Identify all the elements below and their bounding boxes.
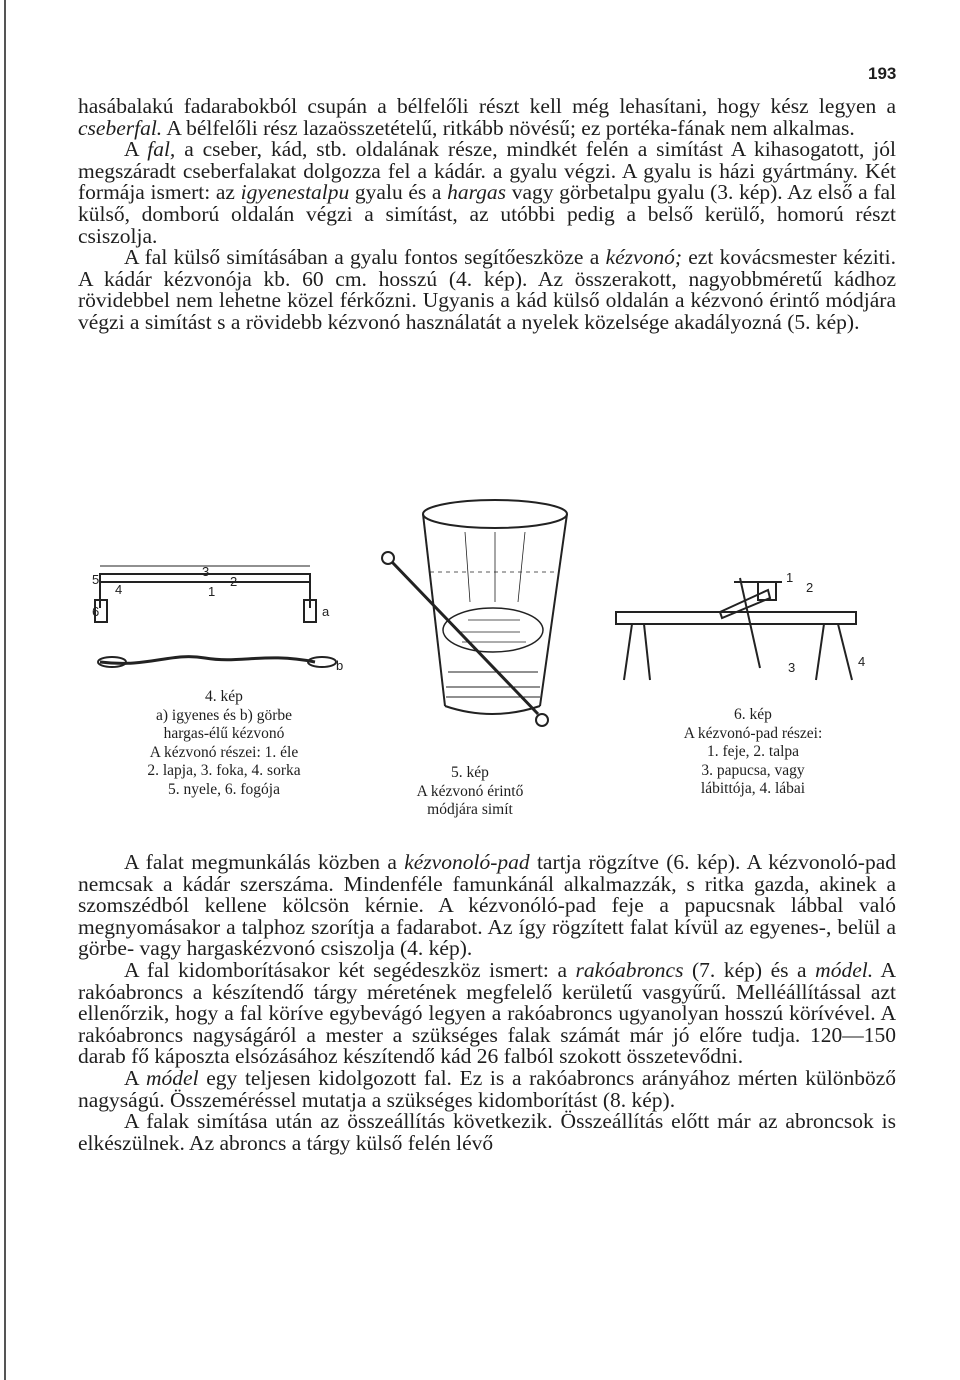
emphasized-term: rakóabroncs (575, 957, 684, 982)
caption-line: A kézvonó részei: 1. éle (149, 743, 299, 761)
emphasized-term: igyenestalpu (240, 180, 350, 205)
paragraph: A fal külső simításában a gyalu fontos segítőeszköze a kézvonó; ezt kovácsmester kéziti. A kádár kézvonója kb. 60 cm. hosszú (4. kép). Az összerakott, nagyobbméretű kádhoz rövidebbel nem lehetne közel férkőzni. Ugyanis a kád külső oldalán a kézvonó érintő módjára végzi a simítást s a rövidebb kézvonó használatát a nyelek közelsége akadályozná (5. kép). (78, 245, 897, 334)
emphasized-term: módel (146, 1065, 199, 1090)
fig4-label-5: 5 (92, 572, 100, 587)
scan-edge-line (4, 0, 6, 1380)
fig6-label-3: 3 (788, 660, 796, 675)
caption-line: 3. papucsa, vagy (701, 761, 805, 779)
caption-line: hargas-élű kézvonó (163, 725, 285, 742)
body-text-top (78, 96, 896, 334)
figure-6-caption (618, 706, 888, 799)
paragraph: hasábalakú fadarabokból csupán a bélfelőli részt kell még lehasítani, hogy kész legyen a cseberfal. A bélfelőli rész lazaösszetételű, ritkább növésű; ez portéka-fának nem alkalmas. (78, 94, 896, 140)
emphasized-term: módel. (815, 957, 874, 982)
page-number: 193 (868, 64, 897, 83)
paragraph: A fal kidomborításakor két segédeszköz ismert: a rakóabroncs (7. kép) és a módel. A rakóabroncs a készítendő tárgy méretének megfelelő kerületű vasgyűrű. Melléállítással azt ellenőrzik, hogy a fal köríve egybevágó legyen a rakóabroncs ugyanolyan hosszú körívével. A rakóabroncs nagyságáról a mester a szükséges falak számát már jó előre tudja. 120—150 darab fő káposzta elsózásához készítendő kád 26 falból szokott összetevődni. (78, 957, 896, 1069)
fig4-label-1: 1 (208, 584, 216, 599)
caption-line: 6. kép (734, 706, 772, 723)
fig4-label-2: 2 (230, 574, 238, 589)
caption-line: módjára simít (427, 801, 513, 818)
caption-line: 1. feje, 2. talpa (706, 743, 800, 760)
emphasized-term: cseberfal. (78, 115, 163, 140)
fig6-label-4: 4 (858, 654, 866, 669)
emphasized-term: kézvonó; (605, 245, 682, 270)
emphasized-term: kézvonoló-pad (404, 850, 530, 874)
caption-line: lábittója, 4. lábai (700, 780, 806, 797)
caption-line: 5. nyele, 6. fogója (168, 780, 280, 798)
caption-line: a) igyenes és b) görbe (155, 706, 292, 724)
figure-5-caption (360, 764, 580, 820)
caption-line: 2. lapja, 3. foka, 4. sorka (147, 762, 301, 779)
caption-line: 5. kép (451, 764, 489, 781)
figure-4-caption (84, 688, 364, 799)
figure-6-shaving-horse-illustration (610, 568, 880, 696)
caption-line: A kézvonó-pad részei: (683, 724, 823, 742)
caption-line: A kézvonó érintő (416, 782, 524, 800)
fig4-label-4: 4 (115, 582, 123, 597)
fig6-label-2: 2 (806, 580, 814, 595)
fig4-label-3: 3 (202, 564, 210, 579)
paragraph: A falak simítása után az összeállítás következik. Összeállítás előtt már az abroncsok is elkészülnek. Az abroncs a tárgy külső felén lévő (78, 1109, 896, 1155)
paragraph: A falat megmunkálás közben a kézvonoló-pad tartja rögzítve (6. kép). A kézvonoló-pad nemcsak a kádár szerszáma. Mindenféle famunkánál alkalmazzák, s ritka gazda, akinek a szomszédból kellene kölcsön kérnie. A kézvonóló-pad feje a papucsnak lábbal való megnyomásakor a talphoz szorítja a fadarabot. Az így rögzített falat kívül az egyenes-, belül a görbe- vagy hargaskézvonó csiszolja (4. kép). (78, 850, 896, 961)
emphasized-term: fal, (147, 137, 176, 162)
body-text-bottom (78, 852, 896, 1154)
caption-line: 4. kép (205, 688, 243, 705)
figure-5-tub-illustration (370, 492, 590, 754)
fig4-label-6: 6 (92, 604, 100, 619)
figure-4-drawknife-illustration (90, 560, 350, 680)
fig6-label-1: 1 (786, 570, 794, 585)
paragraph: A módel egy teljesen kidolgozott fal. Ez is a rakóabroncs arányához mérten különböző nagyságú. Összeméréssel mutatja a szükséges kidomborítást (8. kép). (78, 1065, 897, 1112)
emphasized-term: hargas (447, 180, 507, 205)
paragraph: A fal, a cseber, kád, stb. oldalának része, mindkét felén a simítást A kihasogatott, jól megszáradt cseberfalakat dolgozza fel a kádár. a gyalu végzi. A gyalu is házi gyártmány. Két formája ismert: az igyenestalpu gyalu és a hargas vagy görbetalpu gyalu (3. kép). Az első a fal külső, domború oldalán végzi a simítást, az utóbbi pedig a belső kerülő, homorú részt csiszolja. (78, 137, 897, 248)
fig4-label-a: a (322, 604, 330, 619)
fig4-label-b: b (336, 658, 344, 673)
